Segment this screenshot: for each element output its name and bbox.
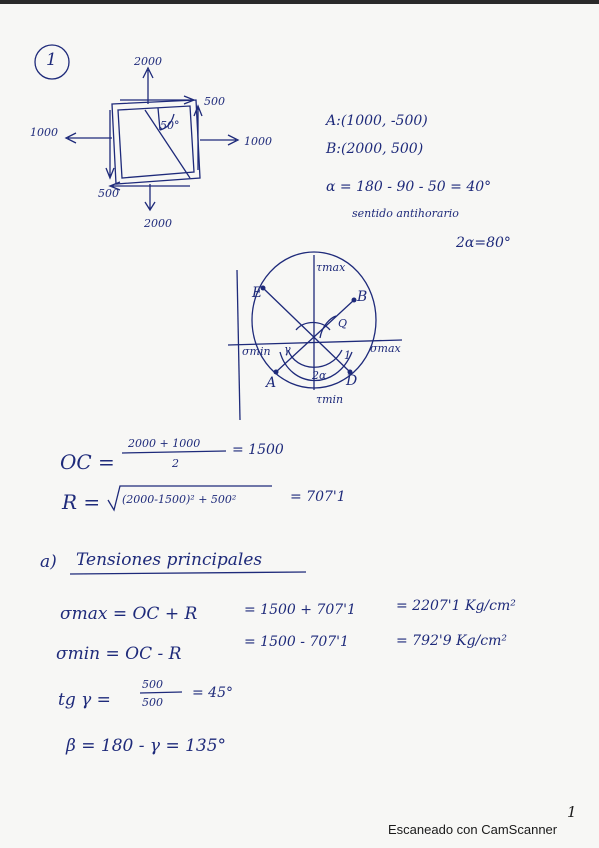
alpha-equation: α = 180 - 90 - 50 = 40° (326, 179, 492, 195)
tg-lhs: tg γ = (58, 690, 111, 710)
section-a-title: Tensiones principales (76, 550, 263, 570)
title-underline (70, 572, 306, 574)
sigma-min-result: = 792'9 Kg/cm² (396, 633, 507, 649)
oc-lhs: OC = (60, 450, 115, 474)
tg-numerator: 500 (142, 678, 163, 691)
section-a-label: a) (40, 552, 57, 572)
beta-equation: β = 180 - γ = 135° (66, 736, 227, 756)
oc-denominator: 2 (172, 457, 179, 470)
two-alpha: 2α=80° (456, 235, 511, 251)
sigma-min-mid: = 1500 - 707'1 (244, 634, 349, 650)
label-top-stress: 2000 (134, 55, 162, 68)
point-A-coords: A:(1000, -500) (326, 113, 428, 129)
r-expression: (2000-1500)² + 500² (122, 493, 237, 506)
point-B-coords: B:(2000, 500) (326, 141, 424, 157)
tg-result: = 45° (192, 685, 233, 701)
fraction-bar-oc (122, 451, 226, 453)
label-A: A (266, 375, 277, 391)
oc-result: = 1500 (232, 442, 284, 458)
sigma-min-lhs: σmin = OC - R (56, 644, 182, 664)
scanner-watermark: Escaneado con CamScanner (388, 822, 558, 837)
sigma-max-result: = 2207'1 Kg/cm² (396, 598, 516, 614)
label-left-stress: 1000 (30, 126, 58, 139)
diameter-ED (263, 288, 350, 372)
fraction-bar-tg (140, 692, 182, 693)
sigma-max-mid: = 1500 + 707'1 (244, 602, 356, 618)
rotation-sense: sentido antihorario (352, 207, 459, 220)
label-two-alpha-mohr: 2α (312, 369, 327, 382)
label-shear-bottom: 500 (98, 187, 119, 200)
element-square (112, 100, 200, 184)
tg-denominator: 500 (142, 696, 163, 709)
label-sigma-min: σmin (242, 345, 271, 358)
label-angle: 50° (160, 119, 180, 132)
label-gamma: γ (284, 343, 291, 356)
label-sigma-max: σmax (370, 342, 401, 355)
r-result: = 707'1 (290, 489, 346, 505)
label-tau-max: τmax (316, 261, 346, 274)
label-E: E (252, 285, 263, 301)
label-bottom-stress: 2000 (144, 217, 172, 230)
oc-numerator: 2000 + 1000 (128, 437, 201, 450)
label-right-stress: 1000 (244, 135, 272, 148)
label-Q: Q (338, 317, 348, 330)
diameter-AB (276, 300, 354, 372)
label-one: 1 (344, 349, 351, 362)
page-number: 1 (567, 803, 577, 821)
label-B: B (357, 289, 368, 305)
label-tau-min: τmin (316, 393, 344, 406)
label-D: D (346, 373, 358, 389)
r-lhs: R = (62, 490, 101, 514)
problem-number: 1 (46, 50, 57, 70)
sigma-max-lhs: σmax = OC + R (60, 604, 198, 624)
label-shear-top: 500 (204, 95, 225, 108)
